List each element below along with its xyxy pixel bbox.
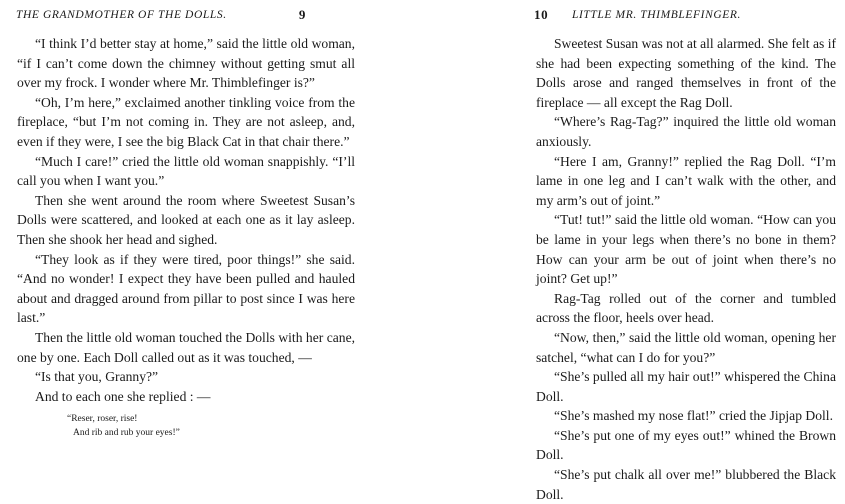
right-page-header xyxy=(528,0,840,22)
paragraph: And to each one she replied : — xyxy=(35,388,211,404)
paragraph: “Where’s Rag-Tag?” inquired the little old woman anxiously. xyxy=(536,114,836,149)
page-number: 10 xyxy=(534,7,549,22)
paragraph: “Now, then,” said the little old woman, opening her satchel, “what can I do for you?” xyxy=(536,329,836,365)
paragraph: Rag-Tag rolled out of the corner and tumbled across the floor, heels over head. xyxy=(536,290,836,326)
paragraph: “Tut! tut!” said the little old woman. “How can you be lame in your legs when there’s no bone in them? How can your arm be out of joint when there’s no joint? Get up!” xyxy=(536,212,836,287)
paragraph: Sweetest Susan was not at all alarmed. She felt as if she had been expecting something of the kind. The Dolls arose and ranged themselves in front of the fireplace — all except the Rag Doll. xyxy=(536,36,836,110)
paragraph: “Much I care!” cried the little old woman snappishly. “I’ll call you when I want you.” xyxy=(17,153,355,189)
verse-block xyxy=(67,412,355,440)
paragraph: “She’s put chalk all over me!” blubbered the Black Doll. xyxy=(536,467,836,502)
running-title: THE GRANDMOTHER OF THE DOLLS. xyxy=(16,9,227,21)
left-page-header xyxy=(16,0,361,22)
paragraph: Then she went around the room where Sweetest Susan’s Dolls were scattered, and looked at each one as it lay asleep. Then she shook her head and sighed. xyxy=(17,192,355,247)
paragraph: “She’s put one of my eyes out!” whined the Brown Doll. xyxy=(536,427,836,463)
right-page-body xyxy=(528,34,840,504)
paragraph: “Here I am, Granny!” replied the Rag Doll. “I’m lame in one leg and I can’t walk with the other, and my arm’s out of joint.” xyxy=(536,153,836,208)
paragraph: “She’s mashed my nose flat!” cried the Jipjap Doll. xyxy=(554,408,833,424)
paragraph: “I think I’d better stay at home,” said the little old woman, “if I can’t come down the chimney without getting smut all over my frock. I wonder where Mr. Thimblefinger is?” xyxy=(17,36,355,91)
paragraph: “Oh, I’m here,” exclaimed another tinkling voice from the fireplace, “but I’m not coming in. They are not asleep, and, even if they were, I see the big Black Cat in that chair there.” xyxy=(17,94,355,149)
paragraph: “She’s pulled all my hair out!” whispered the China Doll. xyxy=(536,369,836,404)
left-page xyxy=(16,0,361,490)
running-title: LITTLE MR. THIMBLEFINGER. xyxy=(572,9,741,21)
paragraph: “They look as if they were tired, poor things!” she said. “And no wonder! I expect they have been pulled and hauled about and dragged around from pillar to post since I was here last.” xyxy=(17,251,355,326)
right-page xyxy=(528,0,840,502)
verse-line: “Reser, roser, rise! xyxy=(67,414,138,425)
page-number: 9 xyxy=(298,7,306,22)
paragraph: “Is that you, Granny?” xyxy=(35,369,159,385)
left-page-body xyxy=(16,34,361,440)
paragraph: Then the little old woman touched the Dolls with her cane, one by one. Each Doll called out as it was touched, — xyxy=(17,329,355,365)
verse-line: And rib and rub your eyes!” xyxy=(73,428,180,439)
